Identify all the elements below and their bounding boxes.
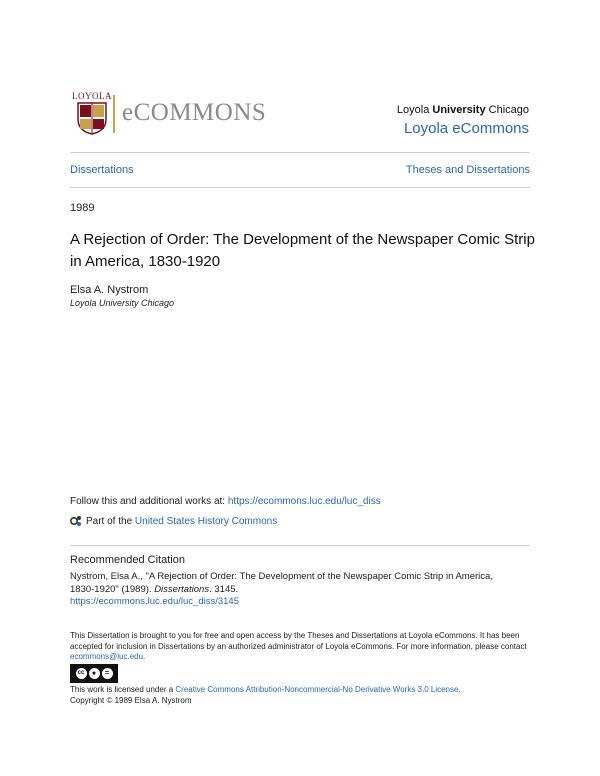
shield-icon — [72, 101, 112, 135]
network-icon — [70, 515, 82, 527]
follow-line: Follow this and additional works at: https://ecommons.luc.edu/luc_diss — [70, 496, 381, 507]
contact-email-link[interactable]: ecommons@luc.edu — [70, 652, 144, 661]
logo-divider — [113, 95, 115, 133]
publication-year: 1989 — [70, 202, 95, 214]
university-bold: University — [432, 104, 486, 116]
us-history-commons-link[interactable]: United States History Commons — [134, 515, 278, 527]
citation-url-link[interactable]: https://ecommons.luc.edu/luc_diss/3145 — [70, 596, 239, 607]
author-affiliation: Loyola University Chicago — [70, 298, 175, 308]
citation-body: Nystrom, Elsa A., "A Rejection of Order: The Development of the Newspaper Comic Strip in America, 1830-1920" (1989). Dissertations. 3145. https://ecommons.luc.edu/luc_diss/3145 — [70, 571, 493, 607]
license-text: This work is licensed under a Creative Commons Attribution-Noncommercial-No Derivative Works 3.0 License. Copyright © 1989 Elsa A. Nystrom — [70, 684, 540, 706]
university-name: Loyola University Chicago — [396, 104, 529, 116]
copyright-line: Copyright © 1989 Elsa A. Nystrom — [70, 696, 192, 705]
collection-url-link[interactable]: https://ecommons.luc.edu/luc_diss — [227, 496, 381, 507]
loyola-ecommons-link[interactable]: Loyola eCommons — [403, 120, 529, 137]
access-disclaimer: This Dissertation is brought to you for free and open access by the Theses and Dissertations at Loyola eCommons. It has been accepted for inclusion in Dissertations by an authorized administrator of Loyola eCommons. For more information, please contact ecommons@luc.edu. — [70, 631, 527, 661]
divider — [70, 187, 530, 188]
divider — [70, 152, 530, 153]
dissertations-link[interactable]: Dissertations — [70, 164, 134, 176]
logo-text: LOYOLA — [72, 91, 112, 101]
ecommons-brand: eCOMMONS — [122, 99, 267, 126]
divider — [70, 545, 530, 546]
cc-license-link[interactable]: Creative Commons Attribution-Noncommercial-No Derivative Works 3.0 License — [175, 685, 459, 694]
cc-license-badge-icon[interactable]: cc ● = — [70, 664, 118, 683]
part-of-line: Part of the United States History Commons — [70, 515, 277, 527]
citation-heading: Recommended Citation — [70, 554, 185, 566]
author-name: Elsa A. Nystrom — [70, 284, 149, 296]
loyola-logo — [72, 92, 112, 136]
theses-dissertations-link[interactable]: Theses and Dissertations — [405, 164, 530, 176]
document-title: A Rejection of Order: The Development of the Newspaper Comic Strip in America, 1830-1920 — [70, 231, 535, 270]
